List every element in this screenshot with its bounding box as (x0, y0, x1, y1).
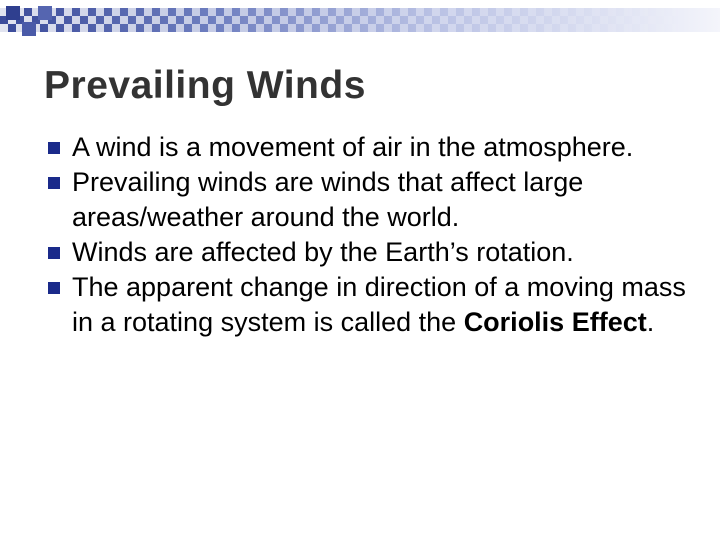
banner-checker-pattern (0, 0, 720, 42)
bullet-item (48, 270, 698, 340)
emphasis-term: Coriolis Effect (463, 307, 647, 337)
bullet-list (48, 130, 698, 340)
banner-square (38, 6, 52, 20)
bullet-text: The apparent change in direction of a moving mass in a rotating system is called the (72, 272, 686, 337)
square-bullet-icon (48, 142, 60, 154)
square-bullet-icon (48, 282, 60, 294)
banner-square (22, 22, 36, 36)
bullet-item (48, 130, 698, 165)
square-bullet-icon (48, 247, 60, 259)
bullet-item (48, 165, 698, 235)
bullet-item (48, 235, 698, 270)
header-banner (0, 0, 720, 42)
bullet-text-end: . (646, 307, 655, 337)
square-bullet-icon (48, 177, 60, 189)
slide-title: Prevailing Winds (44, 64, 366, 107)
bullet-text: Winds are affected by the Earth’s rotation. (72, 237, 574, 267)
banner-square (6, 6, 20, 20)
bullet-text: A wind is a movement of air in the atmosphere. (72, 132, 634, 162)
bullet-text: Prevailing winds are winds that affect large areas/weather around the world. (72, 167, 584, 232)
